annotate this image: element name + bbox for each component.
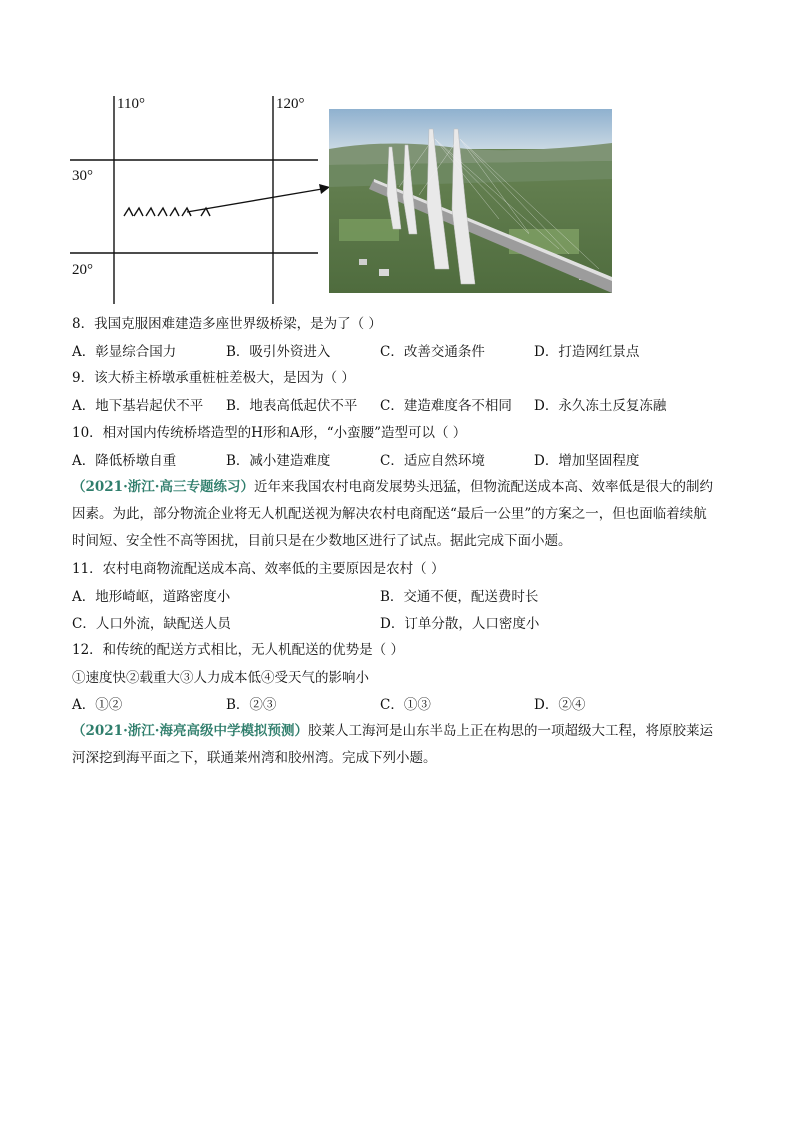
passage-1-line-2: 因素。为此，部分物流企业将无人机配送视为解决农村电商配送“最后一公里”的方案之一，但也面临着续航 xyxy=(72,506,707,522)
q10-option-b: B．减小建造难度 xyxy=(226,453,331,469)
passage-2-line-1: （2021·浙江·海亮高级中学模拟预测）胶莱人工海河是山东半岛上正在构思的一项超级大工程，将原胶莱运 xyxy=(72,723,713,739)
q8-option-d: D．打造网红景点 xyxy=(534,344,640,360)
lon-label-120: 120° xyxy=(276,96,305,112)
q11-option-b: B．交通不便，配送费时长 xyxy=(380,589,539,605)
q12-option-a: A．①② xyxy=(72,697,123,713)
q12-stem: 12．和传统的配送方式相比，无人机配送的优势是（ ） xyxy=(72,642,404,658)
q8-stem: 8．我国克服困难建造多座世界级桥梁，是为了（ ） xyxy=(72,316,382,332)
map-figure xyxy=(70,92,630,304)
q10-option-a: A．降低桥墩自重 xyxy=(72,453,177,469)
q8-option-c: C．改善交通条件 xyxy=(380,344,485,360)
q12-option-c: C．①③ xyxy=(380,697,431,713)
passage-1 xyxy=(72,474,728,555)
q8-option-b: B．吸引外资进入 xyxy=(226,344,331,360)
q12-option-d: D．②④ xyxy=(534,697,586,713)
passage-1-source: （2021·浙江·高三专题练习） xyxy=(72,479,254,495)
passage-1-line-1: （2021·浙江·高三专题练习）近年来我国农村电商发展势头迅猛，但物流配送成本高、效率低是很大的制约 xyxy=(72,479,713,495)
q10-option-d: D．增加坚固程度 xyxy=(534,453,640,469)
arrow-icon xyxy=(187,184,330,212)
lat-label-30: 30° xyxy=(72,168,93,184)
lat-lon-grid xyxy=(70,92,340,304)
q11-stem: 11．农村电商物流配送成本高、效率低的主要原因是农村（ ） xyxy=(72,561,445,577)
q9-option-c: C．建造难度各不相同 xyxy=(380,398,512,414)
q11-option-c: C．人口外流，缺配送人员 xyxy=(72,616,231,632)
q9-option-a: A．地下基岩起伏不平 xyxy=(72,398,204,414)
q12-statements: ①速度快②载重大③人力成本低④受天气的影响小 xyxy=(72,670,369,686)
passage-2 xyxy=(72,718,728,772)
lat-label-20: 20° xyxy=(72,262,93,278)
mountain-icon xyxy=(124,208,210,216)
q10-stem: 10．相对国内传统桥塔造型的H形和A形，“小蛮腰”造型可以（ ） xyxy=(72,425,467,441)
q10-option-c: C．适应自然环境 xyxy=(380,453,485,469)
q9-option-b: B．地表高低起伏不平 xyxy=(226,398,358,414)
bridge-photo xyxy=(329,109,612,293)
q11-option-d: D．订单分散，人口密度小 xyxy=(380,616,540,632)
passage-1-line-3: 时间短、安全性不高等困扰，目前只是在少数地区进行了试点。据此完成下面小题。 xyxy=(72,533,572,549)
q8-option-a: A．彰显综合国力 xyxy=(72,344,177,360)
q11-option-a: A．地形崎岖，道路密度小 xyxy=(72,589,231,605)
q12-option-b: B．②③ xyxy=(226,697,277,713)
lon-label-110: 110° xyxy=(117,96,145,112)
passage-2-source: （2021·浙江·海亮高级中学模拟预测） xyxy=(72,723,308,739)
passage-2-line-2: 河深挖到海平面之下，联通莱州湾和胶州湾。完成下列小题。 xyxy=(72,750,437,766)
q9-option-d: D．永久冻土反复冻融 xyxy=(534,398,667,414)
q9-stem: 9．该大桥主桥墩承重桩桩差极大，是因为（ ） xyxy=(72,370,355,386)
